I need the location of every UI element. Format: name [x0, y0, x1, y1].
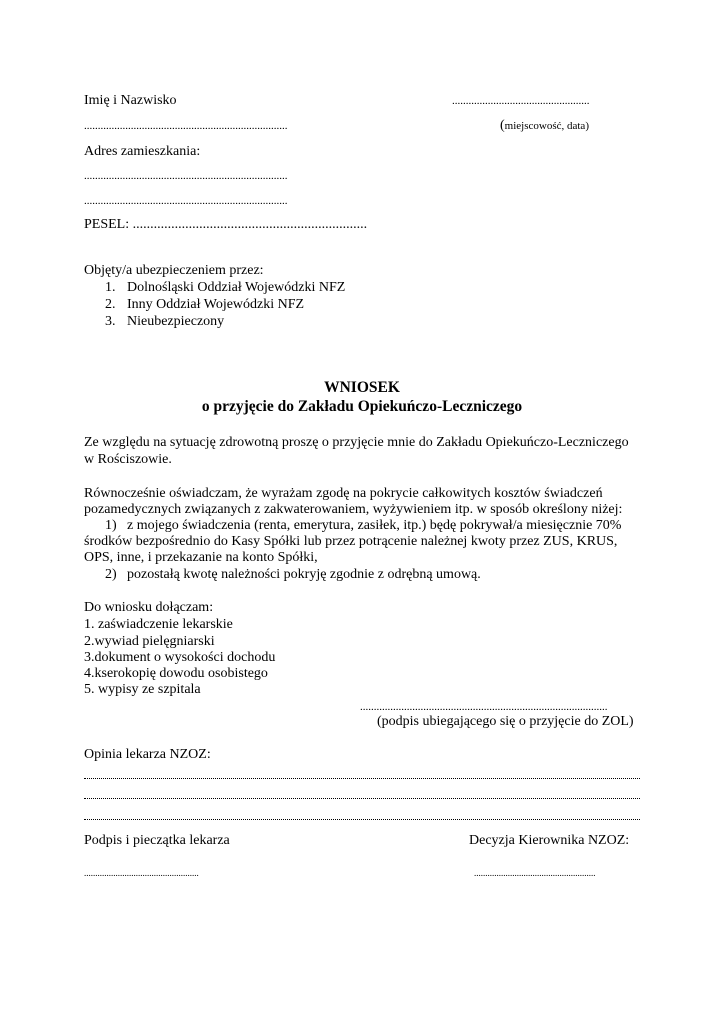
attachment-item: 2.wywiad pielęgniarski: [84, 634, 215, 649]
insurance-heading: Objęty/a ubezpieczeniem przez:: [84, 263, 264, 278]
place-date-field[interactable]: ..................................................: [452, 95, 590, 107]
attachment-item: 1. zaświadczenie lekarskie: [84, 617, 233, 632]
consent-item-num: 1): [105, 518, 117, 533]
request-paragraph-line: w Rościszowie.: [84, 452, 172, 467]
manager-decision-label: Decyzja Kierownika NZOZ:: [469, 833, 630, 848]
doctor-opinion-line-1[interactable]: [84, 778, 640, 779]
doctor-opinion-label: Opinia lekarza NZOZ:: [84, 747, 211, 762]
name-label: Imię i Nazwisko: [84, 93, 177, 108]
place-date-caption: [500, 117, 589, 135]
insurance-option-nfz-inny: Inny Oddział Wojewódzki NFZ: [127, 297, 305, 312]
insurance-option-num: 2.: [105, 297, 116, 312]
insurance-option-num: 3.: [105, 314, 116, 329]
consent-item-line: OPS, inne, i przekazanie na konto Spółki,: [84, 550, 318, 565]
place-date-paren: (: [500, 118, 505, 133]
attachment-item: 4.kserokopię dowodu osobistego: [84, 666, 268, 681]
doctor-opinion-line-2[interactable]: [84, 798, 640, 799]
manager-decision-field[interactable]: ......................................................: [474, 868, 596, 878]
doctor-opinion-line-3[interactable]: [84, 819, 640, 820]
insurance-option-num: 1.: [105, 280, 116, 295]
consent-paragraph-line: Równocześnie oświadczam, że wyrażam zgodę na pokrycie całkowitych kosztów świadczeń: [84, 486, 603, 501]
applicant-signature-field[interactable]: ..........................................................................................: [360, 701, 608, 713]
document-subtitle: o przyjęcie do Zakładu Opiekuńczo-Leczniczego: [201, 398, 523, 415]
insurance-option-uninsured: Nieubezpieczony: [127, 314, 225, 329]
attachments-heading: Do wniosku dołączam:: [84, 600, 214, 615]
attachment-item: 3.dokument o wysokości dochodu: [84, 650, 276, 665]
consent-item-line: środków bezpośrednio do Kasy Spółki lub przez potrącenie należnej kwoty przez ZUS, KRUS,: [84, 534, 618, 549]
address-label: Adres zamieszkania:: [84, 144, 201, 159]
attachment-item: 5. wypisy ze szpitala: [84, 682, 201, 697]
pesel-field[interactable]: PESEL: ...................................................................: [84, 217, 368, 232]
consent-item-line: pozostałą kwotę należności pokryję zgodnie z odrębną umową.: [127, 567, 481, 582]
document-title: WNIOSEK: [324, 379, 400, 396]
doctor-signature-field[interactable]: ...................................................: [84, 868, 199, 878]
consent-item-line: z mojego świadczenia (renta, emerytura, zasiłek, itp.) będę pokrywał/a miesięcznie 70%: [127, 518, 622, 533]
request-paragraph-line: Ze względu na sytuację zdrowotną proszę o przyjęcie mnie do Zakładu Opiekuńczo-Leczniczego: [84, 435, 629, 450]
consent-paragraph-line: pozamedycznych związanych z zakwaterowaniem, wyżywieniem itp. w sposób określony niżej:: [84, 502, 623, 517]
address-field-1[interactable]: ..........................................................................: [84, 170, 288, 182]
doctor-signature-label: Podpis i pieczątka lekarza: [84, 833, 230, 848]
name-field[interactable]: ..........................................................................: [84, 120, 288, 132]
place-date-label: miejscowość, data): [504, 120, 589, 132]
address-field-2[interactable]: ..........................................................................: [84, 195, 288, 207]
insurance-option-nfz-dolnoslaski: Dolnośląski Oddział Wojewódzki NFZ: [127, 280, 346, 295]
consent-item-num: 2): [105, 567, 117, 582]
applicant-signature-caption: (podpis ubiegającego się o przyjęcie do ZOL): [377, 714, 634, 729]
